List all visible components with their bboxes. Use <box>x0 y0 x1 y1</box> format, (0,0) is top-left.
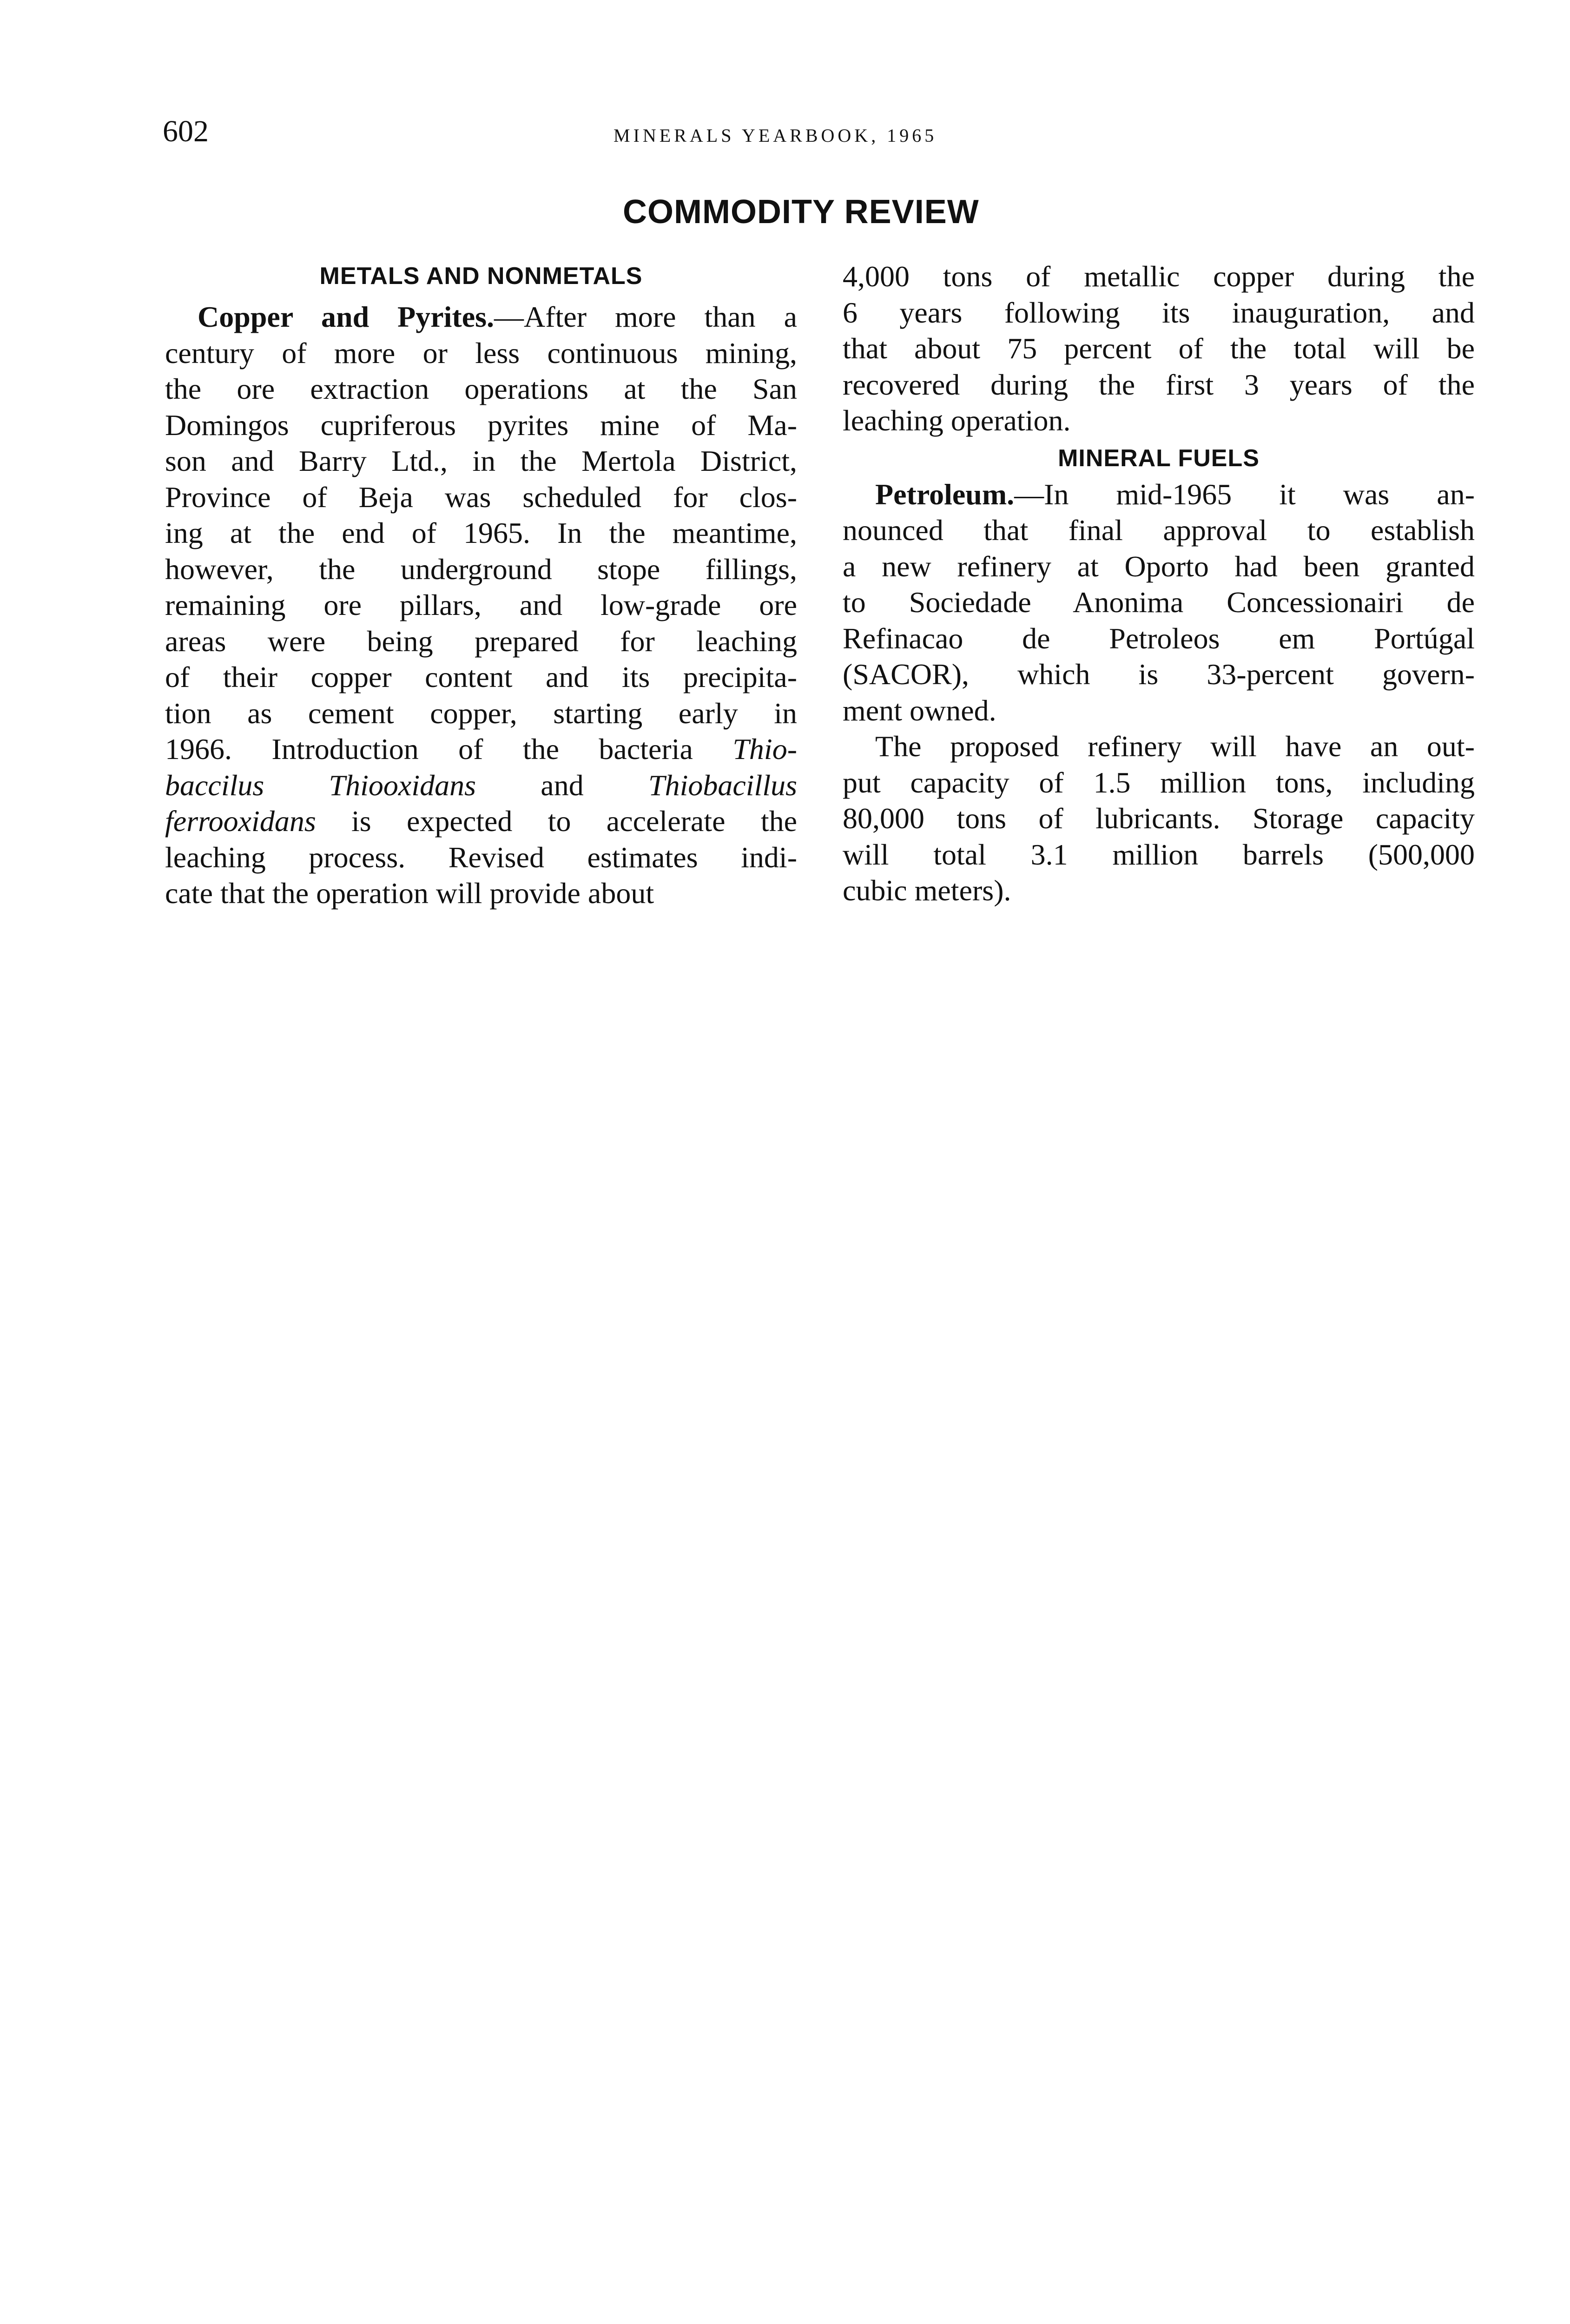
line-text: —In mid-1965 it was an- <box>1014 477 1475 511</box>
text-line <box>843 621 1475 657</box>
line-text: 4,000 tons of metallic copper during the <box>843 260 1475 293</box>
left-column <box>165 258 797 911</box>
species-name: baccilus Thiooxidans <box>165 768 476 802</box>
line-text: and <box>476 768 648 802</box>
line-text: a new refinery at Oporto had been granted <box>843 549 1475 583</box>
subhead-metals-and-nonmetals: METALS AND NONMETALS <box>319 263 643 290</box>
run-in-heading: Petroleum. <box>875 477 1015 511</box>
text-line <box>843 476 1475 513</box>
line-text: ing at the end of 1965. In the meantime, <box>165 516 797 549</box>
section-title: COMMODITY REVIEW <box>623 193 979 231</box>
species-name: Thio- <box>732 733 797 766</box>
line-text: that about 75 percent of the total will be <box>843 332 1475 365</box>
text-line <box>165 335 797 371</box>
line-text: put capacity of 1.5 million tons, including <box>843 766 1475 799</box>
line-text: 1966. Introduction of the bacteria <box>165 733 733 766</box>
text-line <box>165 803 797 839</box>
text-line <box>843 258 1475 295</box>
petroleum-paragraph <box>843 476 1475 729</box>
text-line <box>843 872 1475 909</box>
line-text: cubic meters). <box>843 874 1011 907</box>
text-line <box>165 659 797 695</box>
line-text: The proposed refinery will have an out- <box>875 730 1475 763</box>
line-text: however, the underground stope fillings, <box>165 552 797 586</box>
text-line <box>843 403 1475 439</box>
text-line <box>843 656 1475 693</box>
line-text: is expected to accelerate the <box>316 805 797 838</box>
text-line <box>843 512 1475 548</box>
line-text: 6 years following its inauguration, and <box>843 296 1475 329</box>
subhead-mineral-fuels: MINERAL FUELS <box>1058 444 1260 472</box>
text-line <box>843 330 1475 367</box>
text-line <box>843 837 1475 873</box>
line-text: to Sociedade Anonima Concessionairi de <box>843 586 1475 619</box>
line-text: leaching process. Revised estimates indi- <box>165 840 797 874</box>
text-line <box>165 767 797 804</box>
line-text: the ore extraction operations at the San <box>165 372 797 405</box>
text-line <box>843 800 1475 837</box>
text-line <box>843 584 1475 621</box>
run-in-heading: Copper and Pyrites. <box>198 300 495 333</box>
text-line <box>843 295 1475 331</box>
text-line <box>843 693 1475 729</box>
line-text: of their copper content and its precipita- <box>165 660 797 693</box>
line-text: Refinacao de Petroleos em Portúgal <box>843 621 1475 655</box>
text-line <box>843 548 1475 585</box>
text-line <box>165 875 797 911</box>
line-text: century of more or less continuous mining, <box>165 336 797 370</box>
text-line <box>165 299 797 335</box>
copper-continuation-paragraph <box>843 258 1475 439</box>
line-text: Province of Beja was scheduled for clos- <box>165 480 797 514</box>
text-line <box>165 551 797 588</box>
line-text: 80,000 tons of lubricants. Storage capacity <box>843 802 1475 835</box>
refinery-paragraph <box>843 728 1475 909</box>
line-text: (SACOR), which is 33-percent govern- <box>843 658 1475 691</box>
species-name: ferrooxidans <box>165 805 316 838</box>
text-line <box>165 731 797 767</box>
line-text: recovered during the first 3 years of the <box>843 368 1475 401</box>
text-line <box>165 587 797 623</box>
copper-pyrites-paragraph <box>165 299 797 911</box>
line-text: will total 3.1 million barrels (500,000 <box>843 838 1475 871</box>
text-line <box>843 765 1475 801</box>
line-text: ment owned. <box>843 693 996 727</box>
line-text: cate that the operation will provide about <box>165 877 654 910</box>
text-line <box>165 515 797 551</box>
text-line <box>165 479 797 515</box>
text-line <box>165 407 797 443</box>
right-column <box>843 258 1475 909</box>
text-line <box>165 623 797 660</box>
line-text: leaching operation. <box>843 404 1071 437</box>
species-name: Thiobacillus <box>648 768 798 802</box>
page-number: 602 <box>163 114 209 148</box>
running-head: MINERALS YEARBOOK, 1965 <box>613 125 937 146</box>
text-line <box>843 728 1475 765</box>
text-line <box>843 367 1475 403</box>
text-line <box>165 371 797 407</box>
line-text: tion as cement copper, starting early in <box>165 696 797 730</box>
line-text: remaining ore pillars, and low-grade ore <box>165 588 797 621</box>
line-text: nounced that final approval to establish <box>843 514 1475 547</box>
line-text: areas were being prepared for leaching <box>165 624 797 658</box>
text-line <box>165 839 797 876</box>
text-line <box>165 695 797 732</box>
line-text: Domingos cupriferous pyrites mine of Ma- <box>165 408 797 442</box>
line-text: son and Barry Ltd., in the Mertola District, <box>165 444 797 477</box>
line-text: —After more than a <box>494 300 798 333</box>
text-line <box>165 443 797 479</box>
